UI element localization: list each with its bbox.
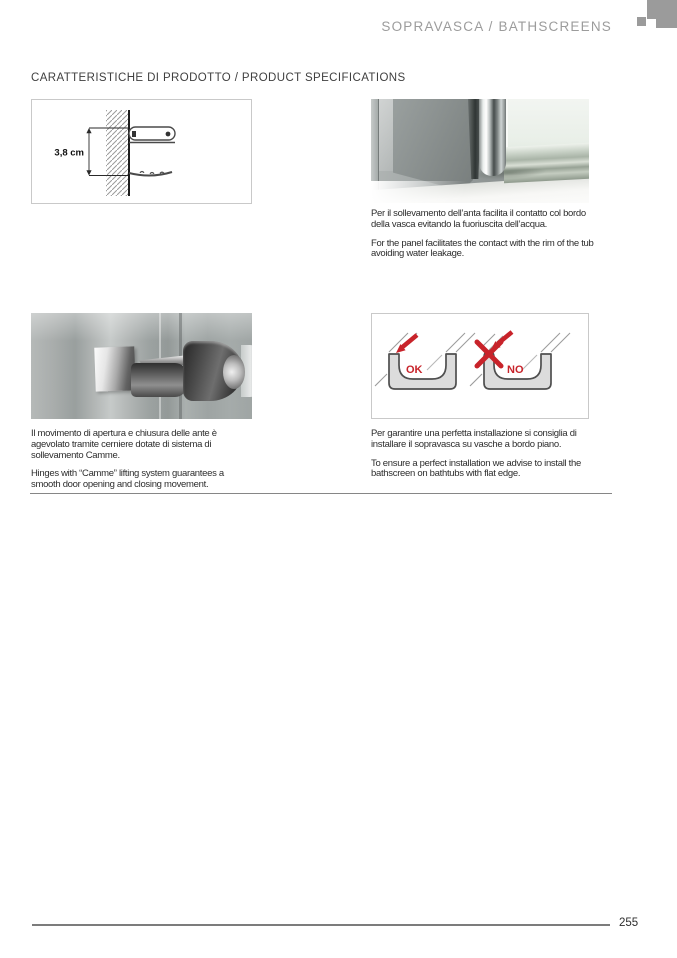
- page-number: 255: [619, 917, 639, 929]
- bottom-profile-section: [129, 172, 172, 176]
- caption-hinges: [31, 429, 229, 499]
- figure-profile-drawing: [31, 99, 252, 204]
- wall-hatching: [106, 110, 129, 196]
- footer-rule: [32, 924, 610, 926]
- figure-install-diagram: [371, 313, 589, 419]
- brand-squares-icon: [637, 0, 677, 28]
- tub-rounded-rim: [470, 332, 570, 389]
- install-diagram-svg: [372, 314, 588, 418]
- brand-square-notch: [647, 19, 656, 28]
- no-label: NO: [507, 364, 524, 376]
- dimension-label: 3,8 cm: [54, 147, 84, 159]
- profile-drawing-svg: [32, 100, 251, 203]
- caption-panel-contact-en: For the panel facilitates the contact with the rim of the tub avoiding water leakage.: [371, 237, 594, 260]
- caption-hinges-en: Hinges with “Camme” lifting system guarantees a smooth door opening and closing movement.: [31, 468, 224, 491]
- camme-hinge: [91, 339, 249, 403]
- tub-rim-photo: [371, 99, 589, 203]
- caption-panel-contact-it: Per il sollevamento dell’anta facilita il contatto col bordo della vasca evitando la fuoriuscita dell’acqua.: [371, 208, 586, 230]
- caption-hinges-it: Il movimento di apertura e chiusura delle ante è agevolato tramite cerniere dotate di sistema di sollevamento Camme.: [31, 428, 217, 461]
- light-sweep: [31, 313, 252, 341]
- tub-rim-highlight: [371, 181, 466, 203]
- hinge-photo: [31, 313, 252, 419]
- hinge-knuckle: [131, 363, 187, 397]
- brand-square-small: [637, 17, 646, 26]
- tub-flat-rim: [375, 333, 475, 389]
- ok-label: OK: [406, 364, 423, 376]
- caption-installation-en: To ensure a perfect installation we advise to install the bathscreen on bathtubs with flat edge.: [371, 457, 581, 480]
- caption-installation-it: Per garantire una perfetta installazione si consiglia di installare il sopravasca su vasche a bordo piano.: [371, 428, 577, 450]
- section-title: CARATTERISTICHE DI PRODOTTO / PRODUCT SPECIFICATIONS: [31, 72, 406, 84]
- section-divider: [30, 493, 612, 494]
- hinge-wall-plate: [94, 346, 136, 391]
- page-title: SOPRAVASCA / BATHSCREENS: [381, 19, 612, 34]
- chrome-pillar: [479, 99, 506, 176]
- caption-panel-contact: [371, 209, 603, 268]
- top-profile-section: [129, 127, 175, 143]
- ok-arrow-icon: [396, 335, 417, 353]
- hinge-round-cover: [223, 355, 245, 389]
- caption-installation: [371, 429, 607, 488]
